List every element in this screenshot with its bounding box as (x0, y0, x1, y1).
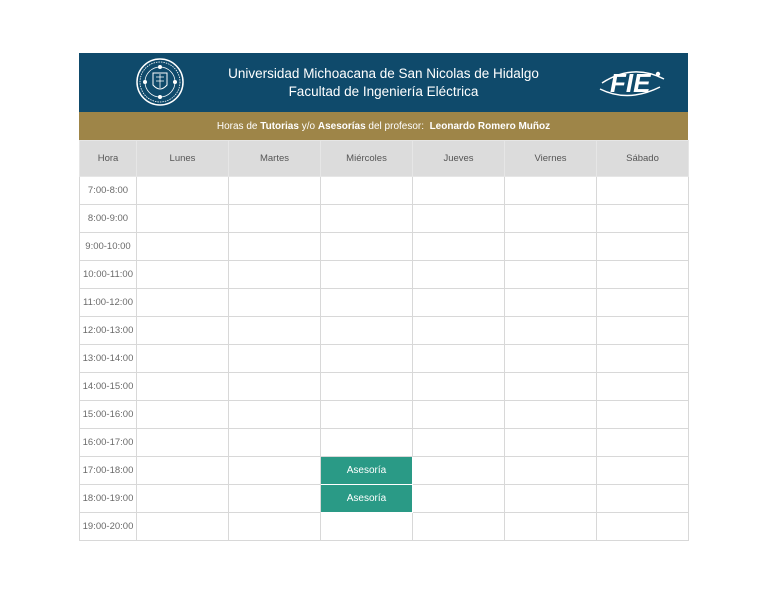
schedule-cell (505, 261, 597, 289)
schedule-cell (597, 457, 689, 485)
schedule-cell (229, 317, 321, 345)
schedule-cell (597, 261, 689, 289)
schedule-cell (321, 401, 413, 429)
schedule-cell (321, 429, 413, 457)
schedule-cell (137, 429, 229, 457)
time-slot-label: 9:00-10:00 (80, 233, 137, 261)
schedule-cell (413, 401, 505, 429)
schedule-cell (413, 429, 505, 457)
time-slot-label: 11:00-12:00 (80, 289, 137, 317)
schedule-cell (137, 177, 229, 205)
banner-prefix: Horas de (216, 120, 261, 132)
schedule-cell (137, 289, 229, 317)
schedule-cell (413, 373, 505, 401)
col-header-martes: Martes (229, 141, 321, 177)
schedule-cell (229, 373, 321, 401)
schedule-cell (413, 233, 505, 261)
schedule-cell (229, 401, 321, 429)
schedule-cell (597, 513, 689, 541)
schedule-cell (321, 177, 413, 205)
table-row (80, 429, 689, 457)
professor-banner (79, 112, 688, 140)
schedule-cell (229, 289, 321, 317)
schedule-cell (597, 205, 689, 233)
schedule-event: Asesoría (321, 485, 413, 513)
schedule-cell (321, 289, 413, 317)
table-row (80, 401, 689, 429)
table-row (80, 289, 689, 317)
schedule-cell (597, 233, 689, 261)
schedule-cell (597, 373, 689, 401)
schedule-cell (321, 261, 413, 289)
schedule-cell (321, 373, 413, 401)
table-row (80, 233, 689, 261)
table-row (80, 345, 689, 373)
schedule-cell (137, 317, 229, 345)
time-slot-label: 16:00-17:00 (80, 429, 137, 457)
schedule-cell (137, 205, 229, 233)
time-slot-label: 19:00-20:00 (80, 513, 137, 541)
time-slot-label: 17:00-18:00 (80, 457, 137, 485)
time-slot-label: 18:00-19:00 (80, 485, 137, 513)
schedule-cell (413, 317, 505, 345)
banner-connector: y/o (298, 120, 318, 132)
schedule-cell (229, 429, 321, 457)
table-row (80, 457, 689, 485)
schedule-event: Asesoría (321, 457, 413, 485)
schedule-cell (505, 401, 597, 429)
table-row (80, 485, 689, 513)
time-slot-label: 13:00-14:00 (80, 345, 137, 373)
schedule-cell (505, 317, 597, 345)
schedule-cell (137, 345, 229, 373)
col-header-hora: Hora (80, 141, 137, 177)
fie-logo-text: FIE (610, 68, 651, 98)
table-row (80, 205, 689, 233)
schedule-cell (597, 317, 689, 345)
schedule-cell (137, 485, 229, 513)
schedule-cell (229, 485, 321, 513)
schedule-cell (321, 205, 413, 233)
schedule-cell (505, 429, 597, 457)
schedule-cell (505, 513, 597, 541)
schedule-cell (505, 457, 597, 485)
banner-term-tutorias: Tutorias (260, 120, 299, 132)
schedule-cell (137, 373, 229, 401)
schedule-cell (597, 485, 689, 513)
schedule-cell (137, 261, 229, 289)
time-slot-label: 8:00-9:00 (80, 205, 137, 233)
faculty-name: Facultad de Ingeniería Eléctrica (288, 84, 479, 99)
schedule-cell (229, 457, 321, 485)
schedule-cell (597, 345, 689, 373)
col-header-viernes: Viernes (505, 141, 597, 177)
university-seal-icon (135, 57, 185, 107)
schedule-cell (413, 261, 505, 289)
col-header-lunes: Lunes (137, 141, 229, 177)
schedule-cell (413, 205, 505, 233)
schedule-cell (413, 485, 505, 513)
schedule-cell (597, 289, 689, 317)
time-slot-label: 7:00-8:00 (80, 177, 137, 205)
schedule-cell (137, 513, 229, 541)
col-header-jueves: Jueves (413, 141, 505, 177)
schedule-cell (137, 401, 229, 429)
schedule-cell (413, 457, 505, 485)
table-row (80, 261, 689, 289)
header-row (80, 141, 689, 177)
fie-logo-icon (598, 59, 668, 105)
schedule-cell (321, 317, 413, 345)
university-name: Universidad Michoacana de San Nicolas de Hidalgo (228, 66, 539, 81)
time-slot-label: 10:00-11:00 (80, 261, 137, 289)
banner-term-asesorias: Asesorías (317, 120, 366, 132)
schedule-cell (505, 289, 597, 317)
col-header-miercoles: Miércoles (321, 141, 413, 177)
schedule-cell (229, 177, 321, 205)
schedule-cell (413, 289, 505, 317)
time-slot-label: 14:00-15:00 (80, 373, 137, 401)
schedule-cell (597, 177, 689, 205)
schedule-table (79, 140, 689, 541)
schedule-cell (137, 233, 229, 261)
time-slot-label: 15:00-16:00 (80, 401, 137, 429)
schedule-cell (597, 429, 689, 457)
header-banner (79, 53, 688, 112)
schedule-cell (229, 261, 321, 289)
schedule-cell (413, 177, 505, 205)
schedule-cell (505, 205, 597, 233)
schedule-cell (321, 345, 413, 373)
schedule-cell (321, 233, 413, 261)
table-row (80, 177, 689, 205)
schedule-cell (505, 373, 597, 401)
col-header-sabado: Sábado (597, 141, 689, 177)
professor-name: Leonardo Romero Muñoz (429, 120, 551, 132)
schedule-cell (229, 345, 321, 373)
schedule-cell (505, 233, 597, 261)
schedule-sheet (79, 53, 688, 541)
schedule-cell (413, 513, 505, 541)
schedule-cell (229, 233, 321, 261)
schedule-cell (229, 513, 321, 541)
schedule-cell (229, 205, 321, 233)
table-row (80, 373, 689, 401)
schedule-cell (505, 177, 597, 205)
time-slot-label: 12:00-13:00 (80, 317, 137, 345)
schedule-cell (321, 513, 413, 541)
schedule-cell (597, 401, 689, 429)
table-row (80, 513, 689, 541)
schedule-cell (137, 457, 229, 485)
banner-suffix: del profesor: (365, 120, 430, 132)
table-row (80, 317, 689, 345)
schedule-cell (505, 485, 597, 513)
schedule-cell (413, 345, 505, 373)
schedule-cell (505, 345, 597, 373)
